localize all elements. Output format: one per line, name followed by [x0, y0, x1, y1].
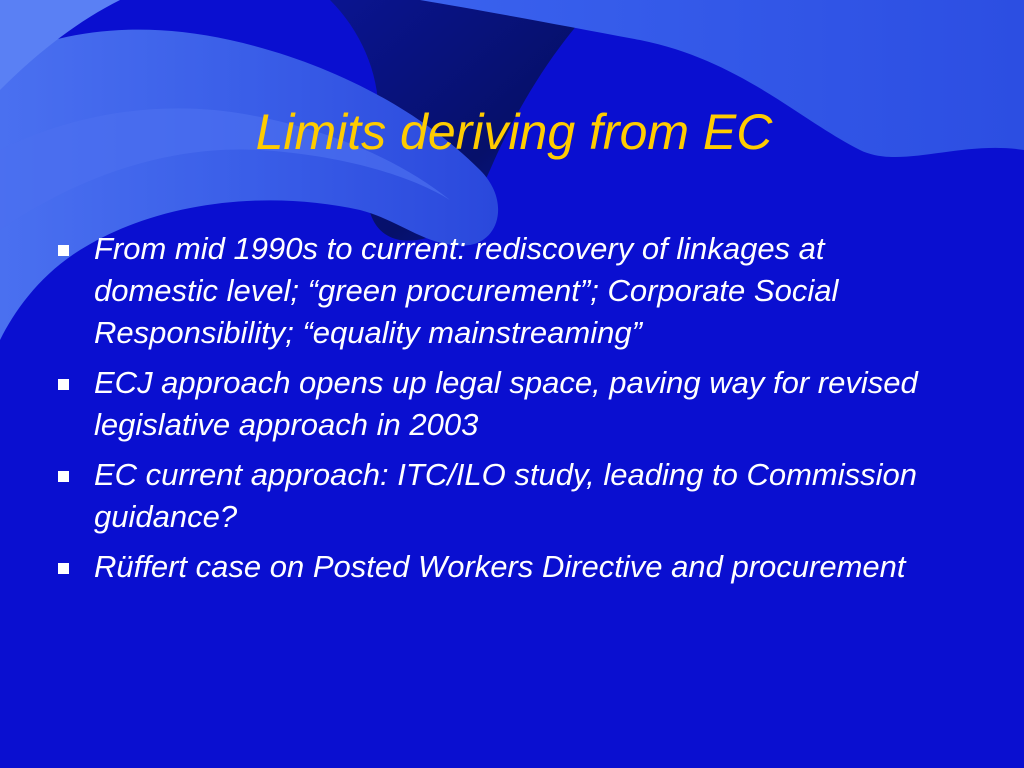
bullet-text: EC current approach: ITC/ILO study, leading to Commission guidance?: [94, 457, 917, 534]
square-bullet-icon: [58, 471, 69, 482]
bullet-item: [56, 362, 956, 446]
bullet-text: From mid 1990s to current: rediscovery of linkages at domestic level; “green procurement”; Corporate Social Responsibility; “equality mainstreaming”: [94, 231, 839, 350]
square-bullet-icon: [58, 245, 69, 256]
bullet-text: ECJ approach opens up legal space, paving way for revised legislative approach in 2003: [94, 365, 918, 442]
bullet-list: [56, 228, 956, 596]
square-bullet-icon: [58, 379, 69, 390]
bullet-item: [56, 546, 956, 588]
slide-title: Limits deriving from EC: [255, 104, 773, 160]
bullet-text: Rüffert case on Posted Workers Directive and procurement: [94, 549, 906, 584]
bullet-item: [56, 228, 956, 354]
bullet-item: [56, 454, 956, 538]
square-bullet-icon: [58, 563, 69, 574]
